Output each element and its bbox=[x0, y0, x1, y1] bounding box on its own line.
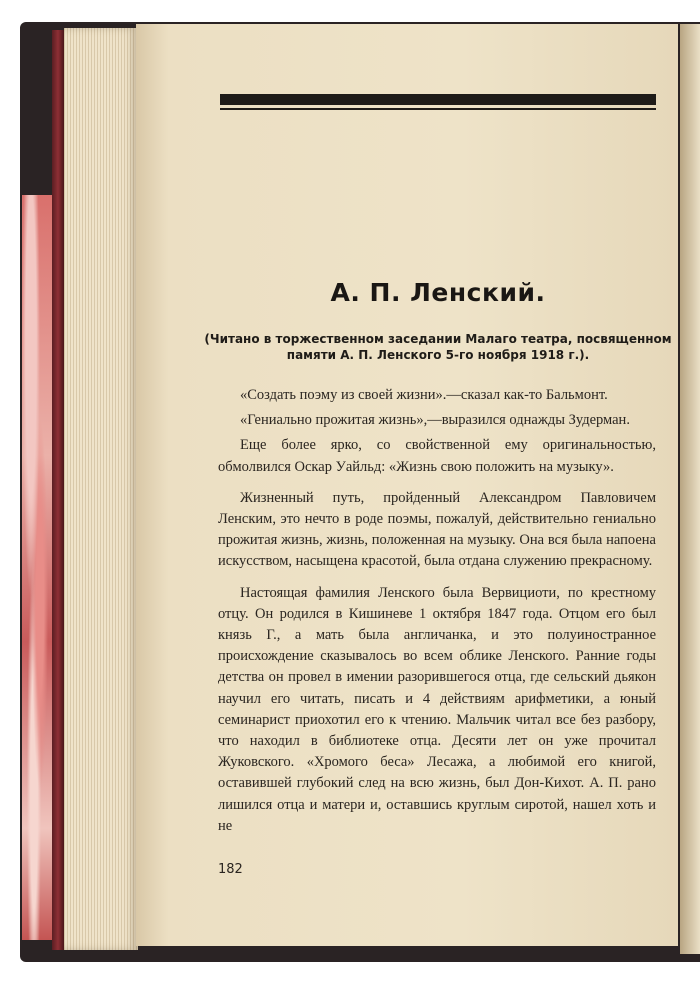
paragraph: Еще более ярко, со свойственной ему оригинальностью, обмолвился Оскар Уайльд: «Жизнь свою положить на музыку». bbox=[218, 437, 656, 475]
header-rule-thin bbox=[220, 108, 656, 110]
paragraph: «Гениально прожитая жизнь»,—выразился однажды Зудерман. bbox=[240, 412, 630, 429]
page-number: 182 bbox=[218, 862, 243, 877]
chapter-subtitle bbox=[200, 331, 676, 363]
chapter-title: А. П. Ленский. bbox=[330, 278, 546, 307]
header-rule-thick bbox=[220, 94, 656, 105]
page-gutter bbox=[680, 24, 700, 954]
paragraph: «Создать поэму из своей жизни».—сказал как-то Бальмонт. bbox=[240, 387, 608, 403]
paragraph: Жизненный путь, пройденный Александром Павловичем Ленским, это нечто в роде поэмы, пожалуй, действительно гениально прожитая жизнь, жизнь, положенная на музыку. Она вся была напоена искусством, насыщена красотой, была отдана служению прекрасному. bbox=[218, 489, 656, 570]
subtitle-line: (Читано в торжественном заседании Малаго театра, посвященном bbox=[204, 332, 672, 346]
marbled-endpaper bbox=[22, 195, 52, 940]
subtitle-line: памяти А. П. Ленского 5-го ноября 1918 г.). bbox=[286, 348, 590, 362]
page-edges bbox=[64, 28, 138, 950]
body-text bbox=[218, 385, 656, 847]
book-spine bbox=[52, 30, 64, 950]
paragraph: Настоящая фамилия Ленского была Вервициоти, по крестному отцу. Он родился в Кишиневе 1 октября 1847 года. Отцом его был князь Г., а мать была англичанка, и это полуиностранное происхождение сказывалось во всем облике Ленского. Ранние годы детства он провел в имении разорившегося отца, где сельский дьякон научил его читать, писать и 4 действиям арифметики, а юный семинарист приохотил его к чтению. Мальчик читал все без разбору, что находил в библиотеке отца. Десяти лет он уже прочитал Жуковского. «Хромого беса» Лесажа, а любимой его книгой, оставившей глубокий след на всю жизнь, был Дон-Кихот. А. П. рано лишился отца и матери и, оставшись круглым сиротой, нашел хоть и не bbox=[218, 584, 656, 834]
